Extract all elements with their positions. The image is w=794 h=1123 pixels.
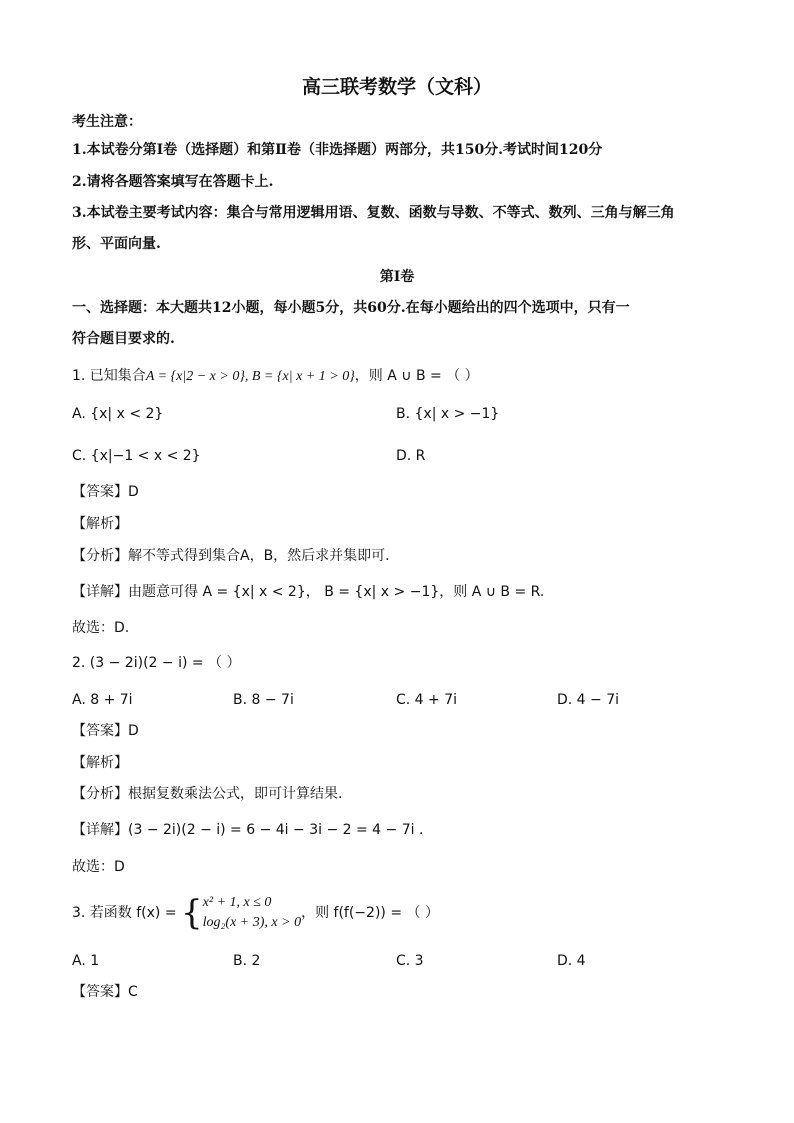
question-3-stem [72,890,439,936]
math-expression: A = {x|2 − x > 0}, B = {x| x + 1 > 0} [145,369,355,384]
option-c: C. {x|−1 < x < 2} [72,448,201,464]
piecewise-cases [203,893,301,933]
notice-item: 3.本试卷主要考试内容：集合与常用逻辑用语、复数、函数与导数、不等式、数列、三角与解三角 [72,205,675,221]
question-2-stem: 2. (3 − 2i)(2 − i) = （ ） [72,655,241,671]
answer-line: 【答案】D [72,484,139,500]
option-b: B. 8 − 7i [233,692,294,708]
answer-line: 【答案】C [72,984,138,1000]
notice-heading: 考生注意： [72,114,142,130]
option-a: A. {x| x < 2} [72,406,164,422]
question-suffix: ，则 f(f(−2)) = （ ） [301,905,439,921]
option-d: D. 4 [557,953,586,969]
notice-item: 1.本试卷分第Ⅰ卷（选择题）和第Ⅱ卷（非选择题）两部分，共150分.考试时间120分 [72,142,603,158]
option-b: B. 2 [233,953,261,969]
piecewise-function [181,890,301,936]
analysis-label: 【解析】 [72,516,128,532]
analysis-line: 【分析】根据复数乘法公式，即可计算结果. [72,786,343,802]
option-c: C. 3 [396,953,424,969]
analysis-label: 【解析】 [72,755,128,771]
option-b: B. {x| x > −1} [396,406,500,422]
detail-line: 【详解】由题意可得 A = {x| x < 2}， B = {x| x > −1}，则 A ∪ B = R. [72,584,545,600]
option-c: C. 4 + 7i [396,692,458,708]
choice-line: 故选：D [72,859,125,875]
option-a: A. 8 + 7i [72,692,133,708]
answer-line: 【答案】D [72,723,139,739]
option-a: A. 1 [72,953,100,969]
option-d: D. R [396,448,426,464]
option-d: D. 4 − 7i [557,692,620,708]
section-title: 第Ⅰ卷 [379,269,415,285]
case-2: log₂(x + 3), x > 0 [202,915,302,930]
brace-glyph: { [181,893,203,933]
question-1-stem [72,366,479,387]
notice-item: 2.请将各题答案填写在答题卡上. [72,174,274,190]
case-1: x² + 1, x ≤ 0 [202,895,272,910]
question-prefix: 3. 若函数 f(x) = [72,905,182,921]
choice-line: 故选：D. [72,620,130,636]
question-suffix: ，则 A ∪ B = （ ） [354,368,479,384]
section-heading-cont: 符合题目要求的. [72,331,175,347]
question-prefix: 1. 已知集合 [72,368,146,384]
analysis-line: 【分析】解不等式得到集合A，B，然后求并集即可. [72,548,390,564]
page-title: 高三联考数学（文科） [301,76,492,98]
detail-line: 【详解】(3 − 2i)(2 − i) = 6 − 4i − 3i − 2 = 4 − 7i . [72,822,424,838]
section-heading: 一、选择题：本大题共12小题，每小题5分，共60分.在每小题给出的四个选项中，只有一 [72,300,630,316]
notice-item: 形、平面向量. [72,236,161,252]
